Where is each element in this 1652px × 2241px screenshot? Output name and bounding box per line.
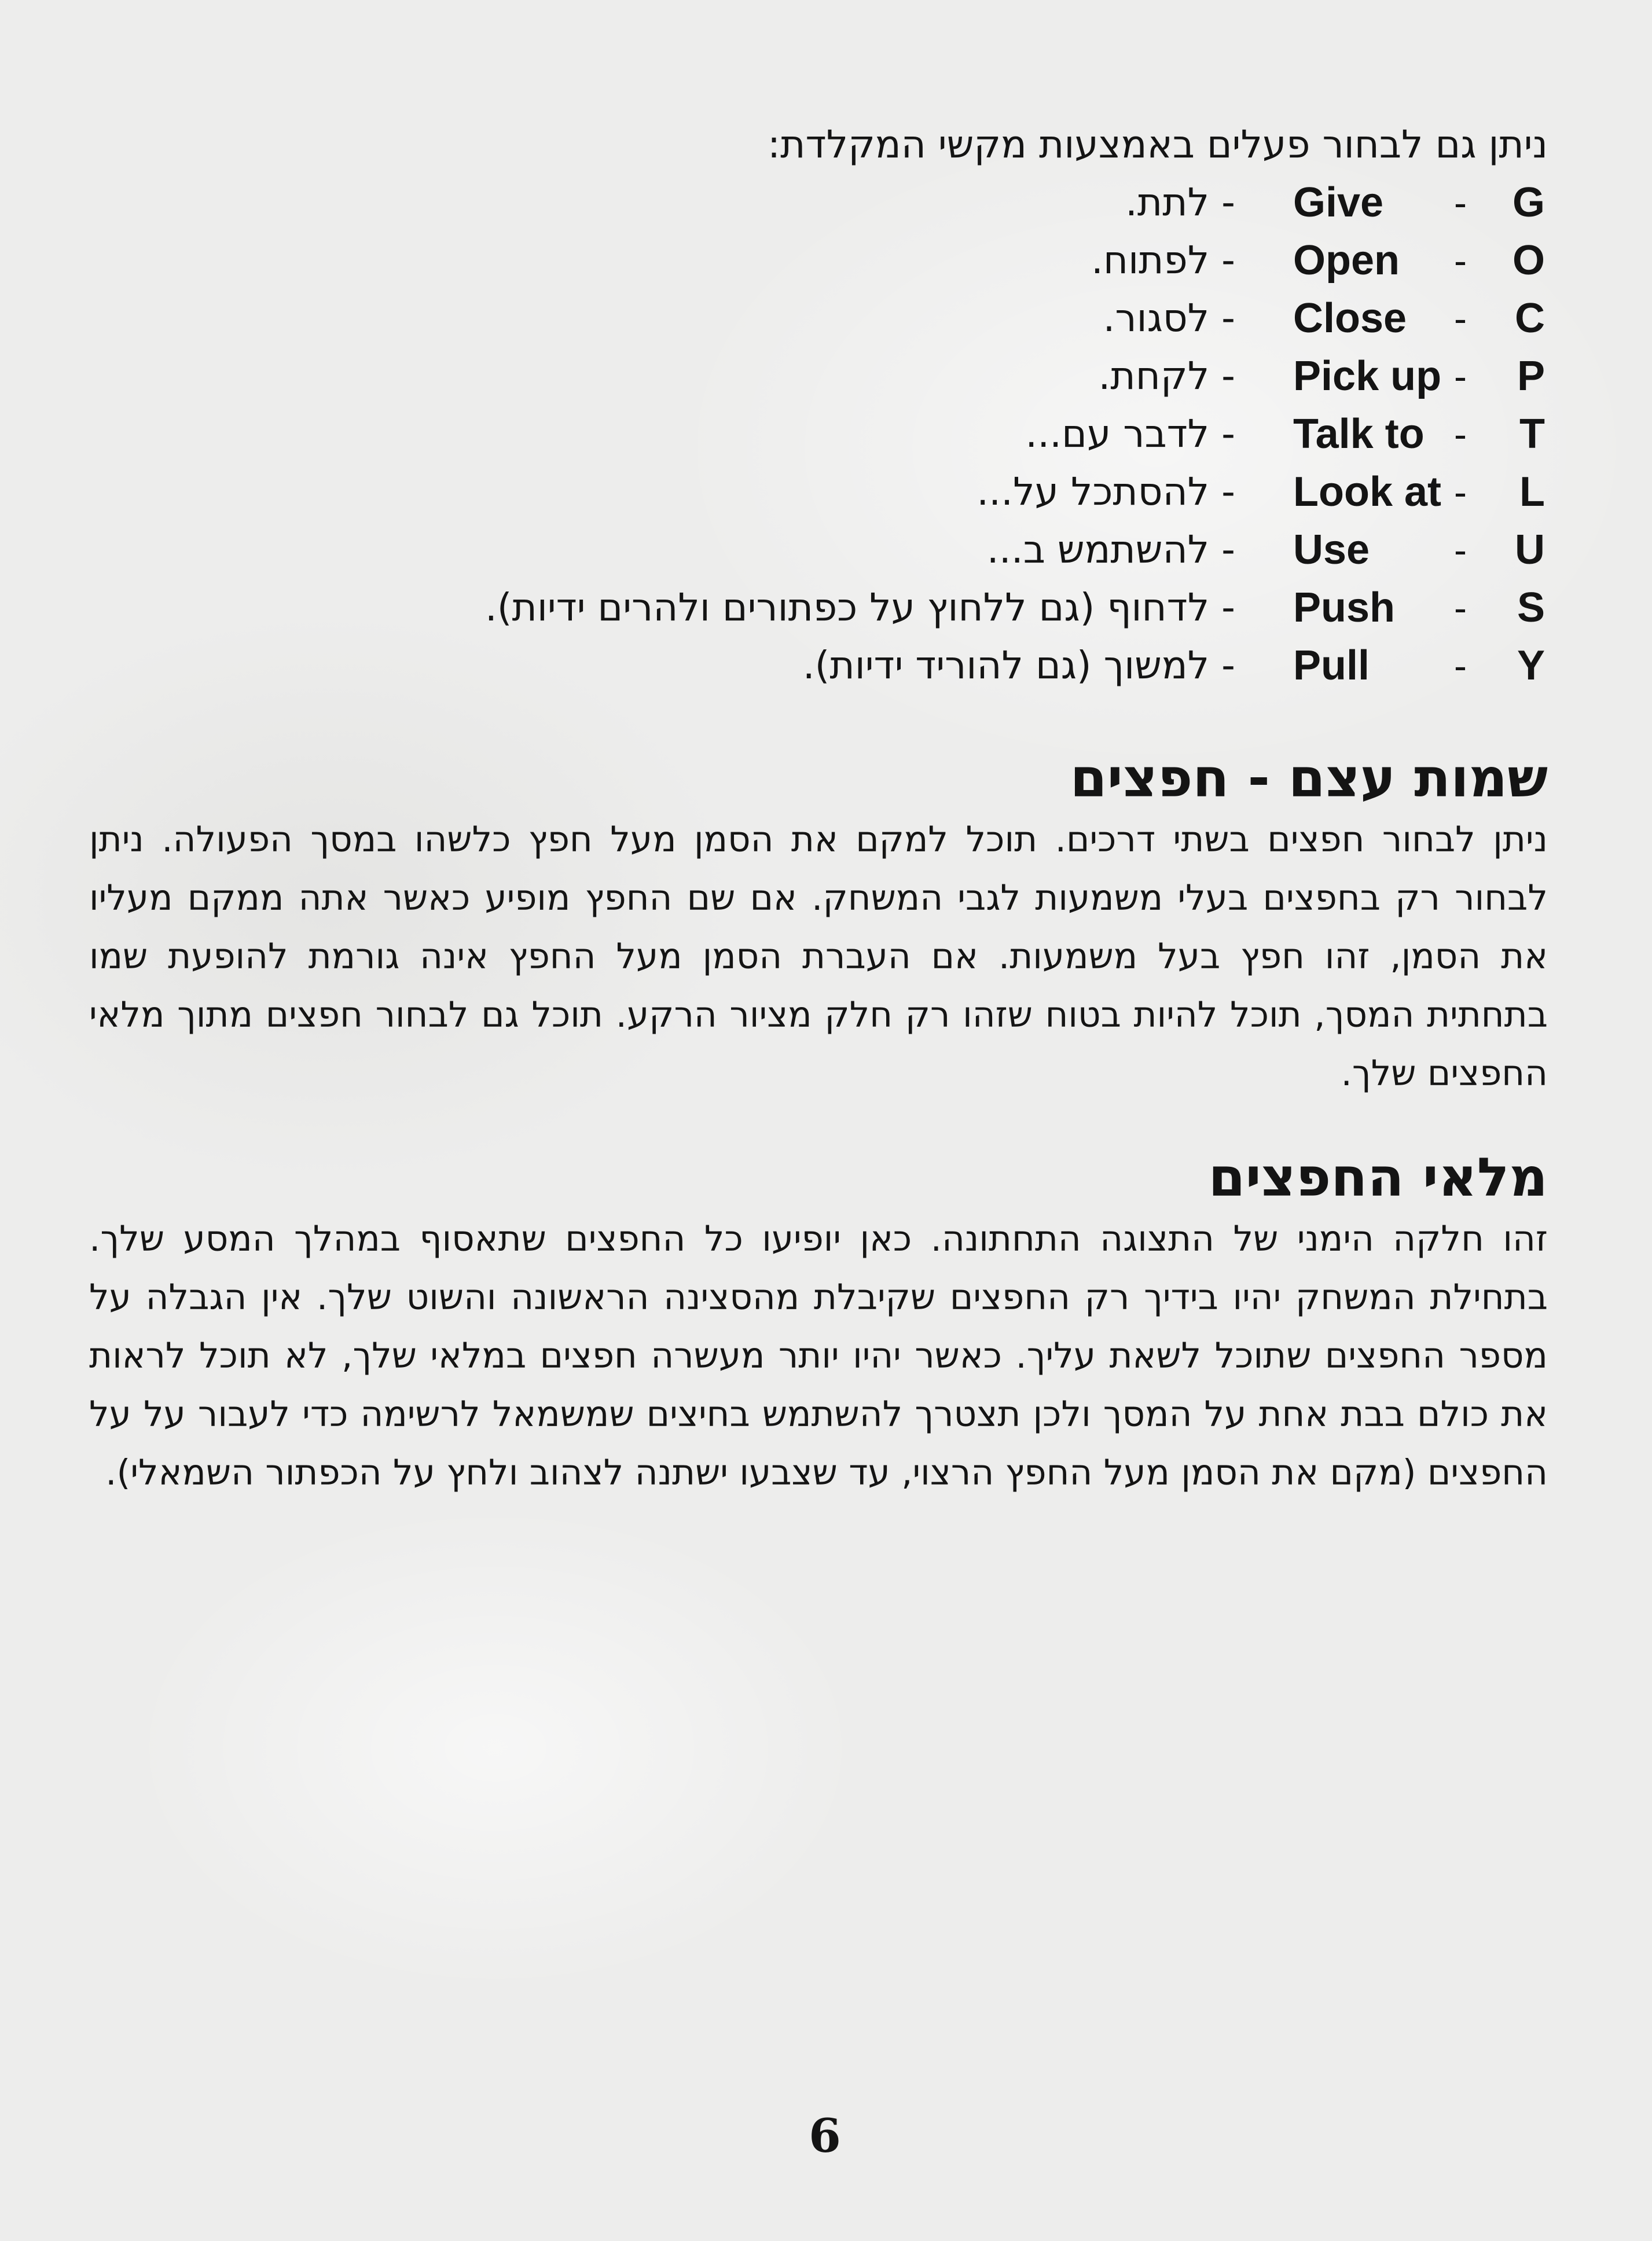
key-letter: P xyxy=(1517,353,1545,399)
section-heading-inventory: מלאי החפצים xyxy=(1208,1147,1548,1208)
key-command-row xyxy=(0,232,1652,289)
section-heading-nouns: שמות עצם - חפצים xyxy=(1070,747,1548,809)
verb-english: Open xyxy=(1293,237,1400,284)
key-letter: T xyxy=(1519,411,1545,457)
key-letter: G xyxy=(1512,179,1545,226)
key-letter: L xyxy=(1519,469,1545,515)
key-command-row xyxy=(0,579,1652,637)
separator-dash: - xyxy=(1454,644,1467,687)
verb-hebrew: - לדבר עם... xyxy=(1025,412,1235,456)
verb-hebrew: - לסגור. xyxy=(1103,296,1235,340)
key-command-row xyxy=(0,347,1652,405)
verb-english: Pick up xyxy=(1293,353,1442,399)
key-letter: S xyxy=(1517,585,1545,631)
separator-dash: - xyxy=(1454,586,1467,629)
verb-english: Talk to xyxy=(1293,411,1425,457)
verb-english: Close xyxy=(1293,295,1407,341)
separator-dash: - xyxy=(1454,181,1467,224)
verb-hebrew: - לדחוף (גם ללחוץ על כפתורים ולהרים ידיות). xyxy=(484,585,1235,630)
verb-hebrew: - להסתכל על... xyxy=(976,469,1235,514)
verb-english: Push xyxy=(1293,585,1396,631)
key-command-row xyxy=(0,405,1652,463)
key-letter: O xyxy=(1512,237,1545,284)
key-command-row xyxy=(0,289,1652,347)
separator-dash: - xyxy=(1454,413,1467,455)
verb-hebrew: - לפתוח. xyxy=(1091,238,1235,282)
key-letter: U xyxy=(1515,527,1545,573)
key-letter: C xyxy=(1515,295,1545,341)
verb-english: Use xyxy=(1293,527,1370,573)
verb-hebrew: - לתת. xyxy=(1125,180,1235,225)
intro-line: ניתן גם לבחור פעלים באמצעות מקשי המקלדת: xyxy=(767,122,1548,167)
key-command-row xyxy=(0,463,1652,521)
verb-english: Look at xyxy=(1293,469,1442,515)
page-number: 6 xyxy=(809,2108,841,2163)
key-command-row xyxy=(0,174,1652,232)
key-command-row xyxy=(0,521,1652,579)
section-body-inventory: זהו חלקה הימני של התצוגה התחתונה. כאן יופיעו כל החפצים שתאסוף במהלך המסע שלך. בתחילת המשחק יהיו בידיך רק החפצים שקיבלת מהסצינה הראשונה והשוט שלך. אין הגבלה על מספר החפצים שתוכל לשאת עליך. כאשר יהיו יותר מעשרה חפצים במלאי שלך, לא תוכל לראות את כולם בבת אחת על המסך ולכן תצטרך להשתמש בחיצים שמשמאל לרשימה כדי לעבור על על החפצים (מקם את הסמן מעל החפץ הרצוי, עד שצבעו ישתנה לצהוב ולחץ על הכפתור השמאלי). xyxy=(89,1218,1548,1493)
key-command-row xyxy=(0,637,1652,695)
separator-dash: - xyxy=(1454,239,1467,282)
verb-english: Pull xyxy=(1293,642,1370,689)
verb-hebrew: - להשתמש ב... xyxy=(986,527,1235,572)
separator-dash: - xyxy=(1454,528,1467,571)
section-body-nouns: ניתן לבחור חפצים בשתי דרכים. תוכל למקם את הסמן מעל חפץ כלשהו במסך הפעולה. ניתן לבחור רק בחפצים בעלי משמעות לגבי המשחק. אם שם החפץ מופיע כאשר אתה ממקם מעליו את הסמן, זהו חפץ בעל משמעות. אם העברת הסמן מעל החפץ אינה גורמת להופעת שמו בתחתית המסך, תוכל להיות בטוח שזהו רק חלק מציור הרקע. תוכל גם לבחור חפצים מתוך מלאי החפצים שלך. xyxy=(89,819,1548,1094)
verb-hebrew: - למשוך (גם להוריד ידיות). xyxy=(802,643,1235,688)
separator-dash: - xyxy=(1454,471,1467,513)
separator-dash: - xyxy=(1454,297,1467,340)
key-letter: Y xyxy=(1517,642,1545,689)
separator-dash: - xyxy=(1454,355,1467,398)
verb-hebrew: - לקחת. xyxy=(1098,354,1235,398)
verb-english: Give xyxy=(1293,179,1384,226)
